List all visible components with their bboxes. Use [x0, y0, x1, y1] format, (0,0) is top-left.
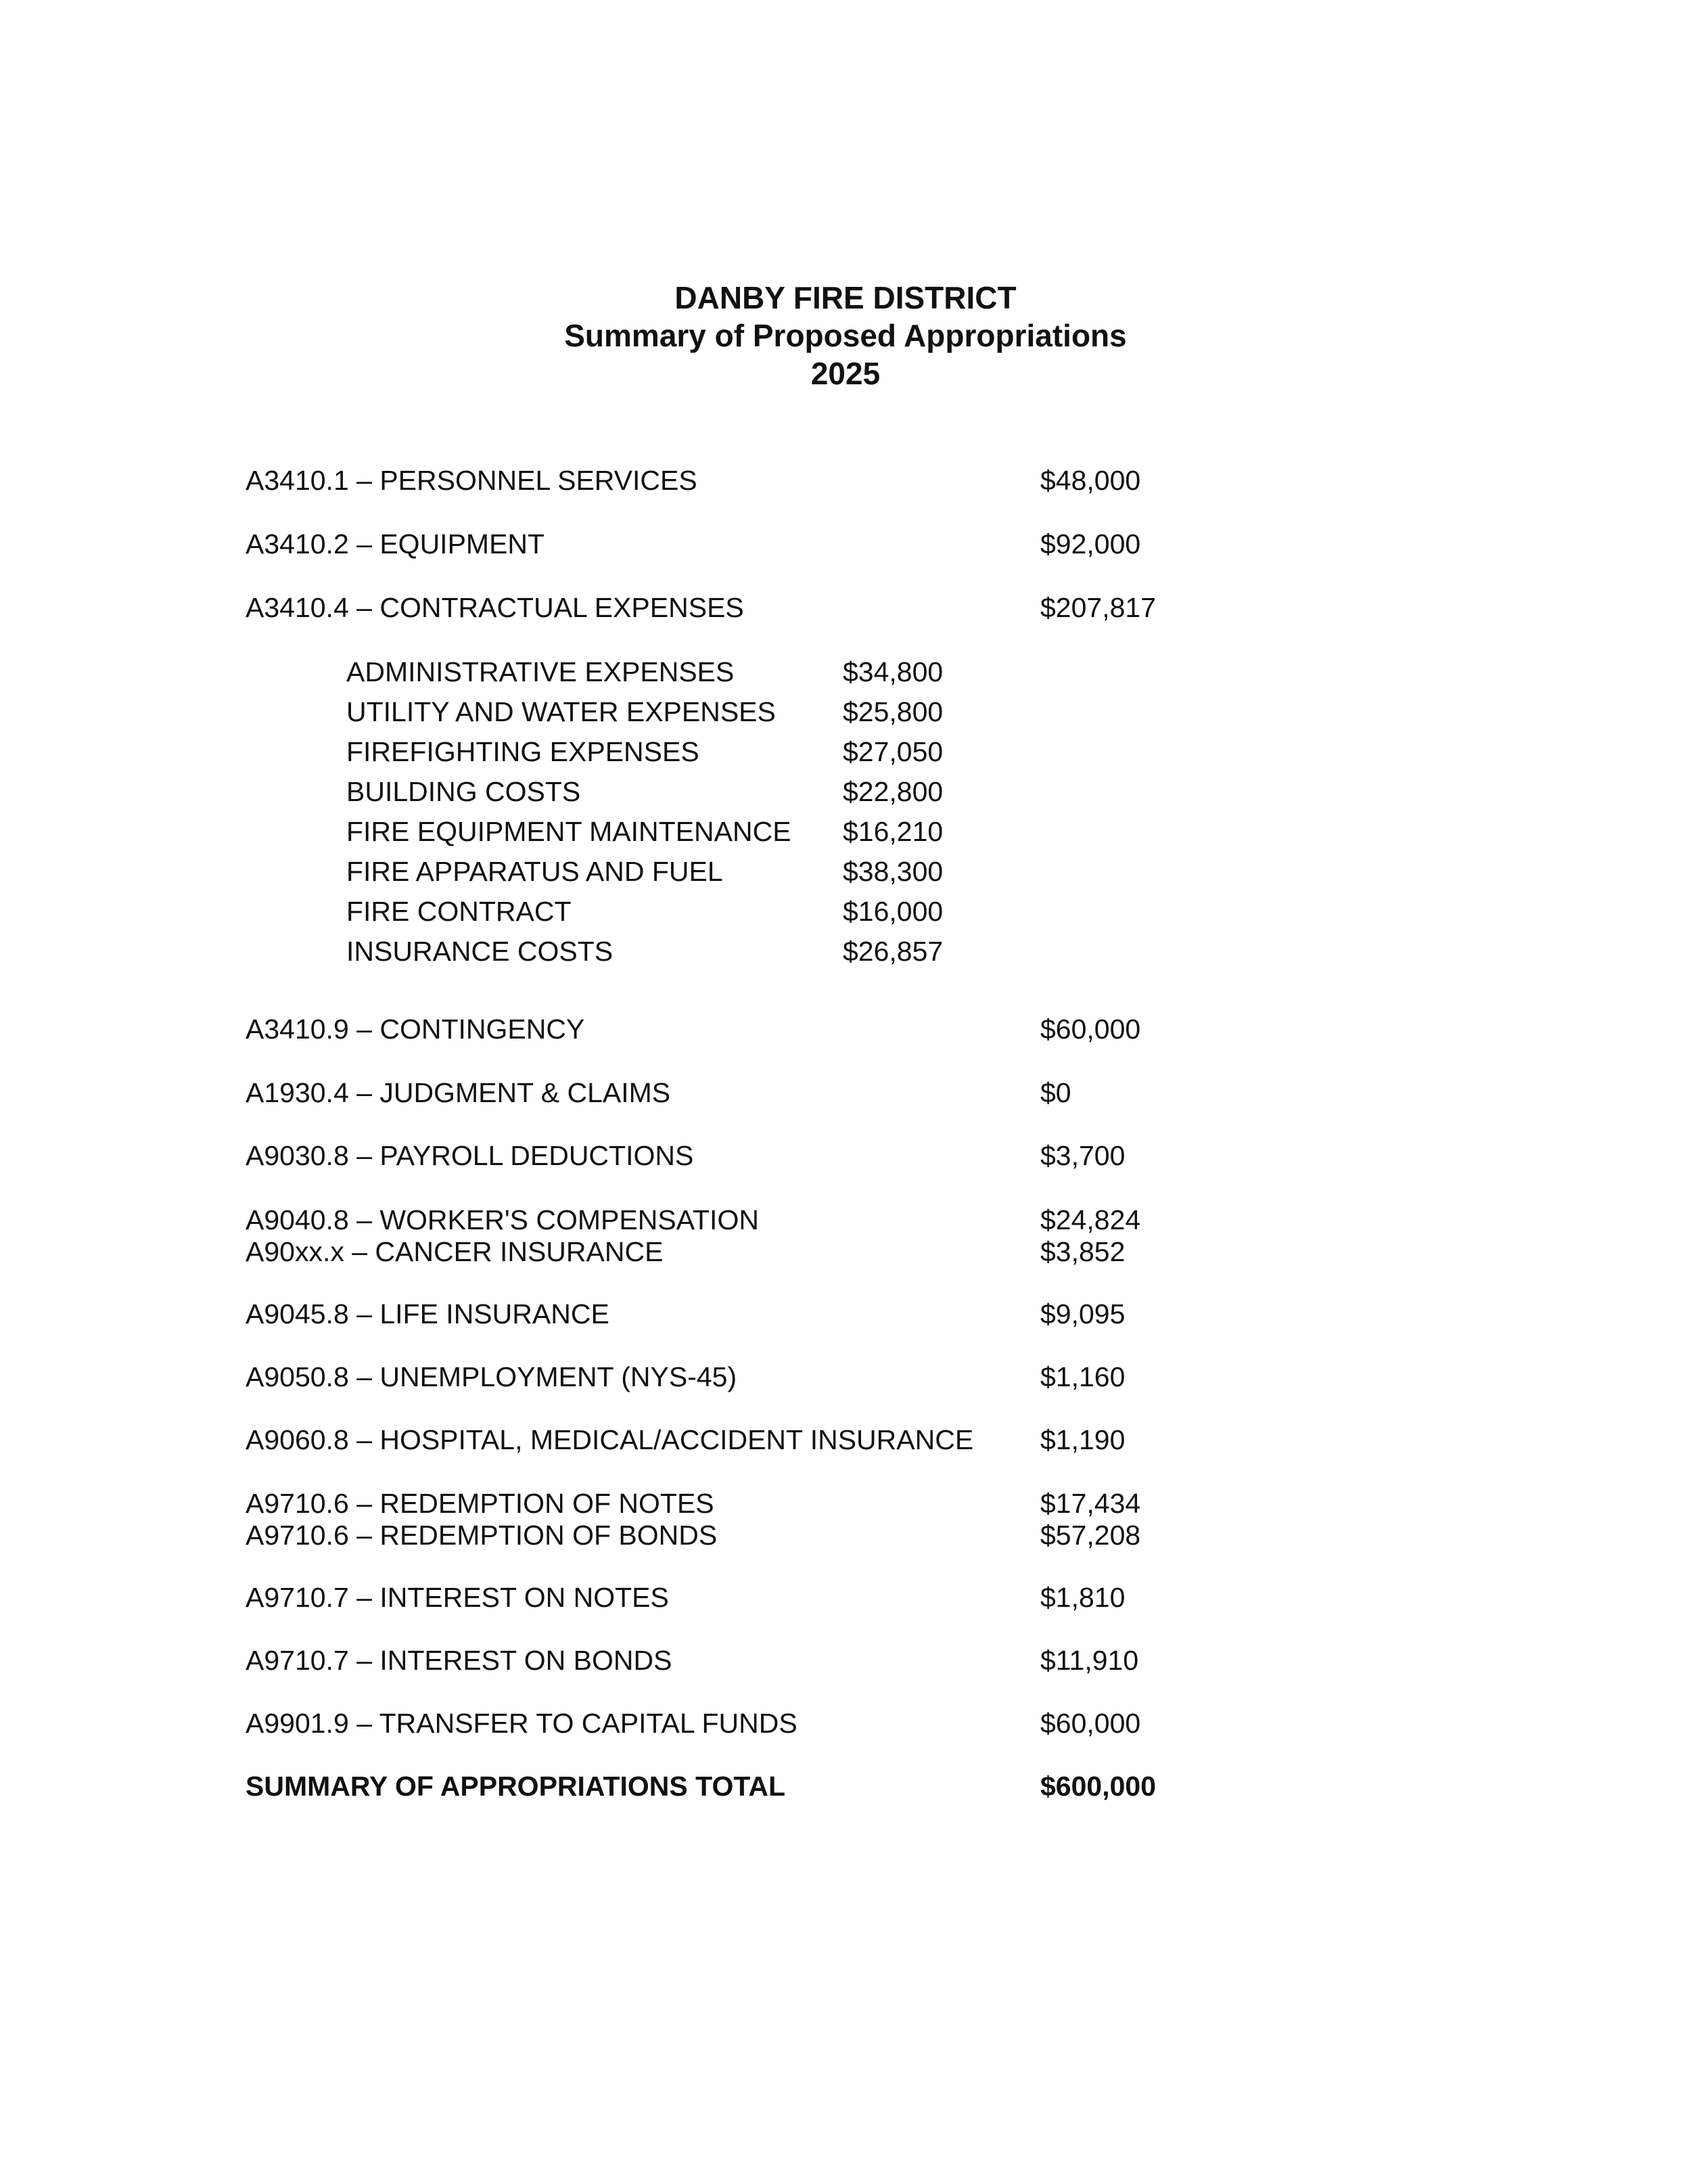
appropriation-amount: $92,000 — [1040, 528, 1141, 560]
appropriation-row — [0, 1138, 1691, 1173]
appropriation-amount: $0 — [1040, 1077, 1071, 1108]
appropriation-row — [0, 1234, 1691, 1269]
appropriation-label: A3410.9 – CONTINGENCY — [246, 1014, 585, 1045]
appropriation-amount: $1,160 — [1040, 1361, 1126, 1392]
contractual-subitem — [0, 814, 1691, 849]
appropriation-row — [0, 590, 1691, 625]
contractual-subitem — [0, 694, 1691, 729]
appropriation-label: A3410.1 – PERSONNEL SERVICES — [246, 465, 697, 496]
appropriation-amount: $60,000 — [1040, 1708, 1141, 1739]
appropriation-label: A9901.9 – TRANSFER TO CAPITAL FUNDS — [246, 1708, 797, 1739]
appropriation-label: A9050.8 – UNEMPLOYMENT (NYS-45) — [246, 1361, 737, 1392]
subitem-label: ADMINISTRATIVE EXPENSES — [346, 656, 735, 687]
appropriation-row — [0, 1422, 1691, 1457]
appropriation-row — [0, 1518, 1691, 1553]
district-name: DANBY FIRE DISTRICT — [674, 280, 1017, 315]
appropriation-row — [0, 526, 1691, 562]
appropriation-amount: $48,000 — [1040, 465, 1141, 496]
appropriation-row — [0, 1359, 1691, 1394]
document-header — [0, 279, 1691, 392]
appropriation-row — [0, 1011, 1691, 1047]
total-amount: $600,000 — [1040, 1771, 1157, 1802]
subitem-amount: $22,800 — [843, 776, 944, 807]
subitem-amount: $25,800 — [843, 696, 944, 727]
subitem-amount: $26,857 — [843, 936, 944, 967]
appropriation-label: A9710.6 – REDEMPTION OF NOTES — [246, 1488, 714, 1519]
contractual-subitem — [0, 774, 1691, 809]
appropriation-row — [0, 1075, 1691, 1110]
appropriation-label: A1930.4 – JUDGMENT & CLAIMS — [246, 1077, 671, 1108]
appropriation-label: A3410.2 – EQUIPMENT — [246, 528, 545, 560]
appropriation-amount: $11,910 — [1040, 1645, 1139, 1676]
appropriation-row — [0, 1202, 1691, 1237]
subitem-label: INSURANCE COSTS — [346, 936, 613, 967]
appropriation-row — [0, 1643, 1691, 1678]
appropriation-amount: $3,852 — [1040, 1236, 1126, 1267]
subitem-label: FIRE CONTRACT — [346, 896, 572, 927]
appropriation-amount: $57,208 — [1040, 1520, 1141, 1551]
appropriation-row — [0, 1706, 1691, 1741]
contractual-subitem — [0, 654, 1691, 689]
appropriation-amount: $3,700 — [1040, 1140, 1126, 1171]
appropriation-label: A9710.7 – INTEREST ON NOTES — [246, 1582, 669, 1613]
appropriations-total-row — [0, 1769, 1691, 1804]
subitem-amount: $38,300 — [843, 856, 944, 887]
appropriation-row — [0, 463, 1691, 498]
appropriation-amount: $9,095 — [1040, 1298, 1126, 1329]
appropriation-label: A9045.8 – LIFE INSURANCE — [246, 1298, 609, 1329]
subitem-amount: $16,210 — [843, 816, 944, 847]
appropriation-row — [0, 1580, 1691, 1615]
subitem-label: BUILDING COSTS — [346, 776, 581, 807]
budget-year: 2025 — [810, 356, 881, 391]
subitem-label: FIREFIGHTING EXPENSES — [346, 736, 699, 767]
appropriation-row — [0, 1296, 1691, 1332]
appropriation-amount: $60,000 — [1040, 1014, 1141, 1045]
subitem-amount: $16,000 — [843, 896, 944, 927]
appropriation-label: A9030.8 – PAYROLL DEDUCTIONS — [246, 1140, 694, 1171]
appropriation-amount: $1,810 — [1040, 1582, 1126, 1613]
contractual-subitem — [0, 934, 1691, 969]
appropriation-label: A9040.8 – WORKER'S COMPENSATION — [246, 1204, 759, 1235]
appropriation-row — [0, 1486, 1691, 1521]
subitem-label: FIRE EQUIPMENT MAINTENANCE — [346, 816, 791, 847]
appropriation-amount: $1,190 — [1040, 1424, 1126, 1455]
subitem-label: FIRE APPARATUS AND FUEL — [346, 856, 723, 887]
contractual-subitem — [0, 894, 1691, 929]
appropriation-label: A9060.8 – HOSPITAL, MEDICAL/ACCIDENT INSURANCE — [246, 1424, 974, 1455]
appropriation-amount: $24,824 — [1040, 1204, 1141, 1235]
appropriation-label: A9710.6 – REDEMPTION OF BONDS — [246, 1520, 718, 1551]
appropriation-label: A9710.7 – INTEREST ON BONDS — [246, 1645, 672, 1676]
appropriation-label: A3410.4 – CONTRACTUAL EXPENSES — [246, 592, 744, 623]
contractual-subitem — [0, 734, 1691, 769]
contractual-subitem — [0, 854, 1691, 889]
subitem-amount: $34,800 — [843, 656, 944, 687]
appropriation-amount: $17,434 — [1040, 1488, 1141, 1519]
document-title: Summary of Proposed Appropriations — [564, 318, 1127, 353]
subitem-label: UTILITY AND WATER EXPENSES — [346, 696, 776, 727]
subitem-amount: $27,050 — [843, 736, 944, 767]
appropriation-label: A90xx.x – CANCER INSURANCE — [246, 1236, 664, 1267]
total-label: SUMMARY OF APPROPRIATIONS TOTAL — [246, 1771, 785, 1802]
appropriation-amount: $207,817 — [1040, 592, 1157, 623]
